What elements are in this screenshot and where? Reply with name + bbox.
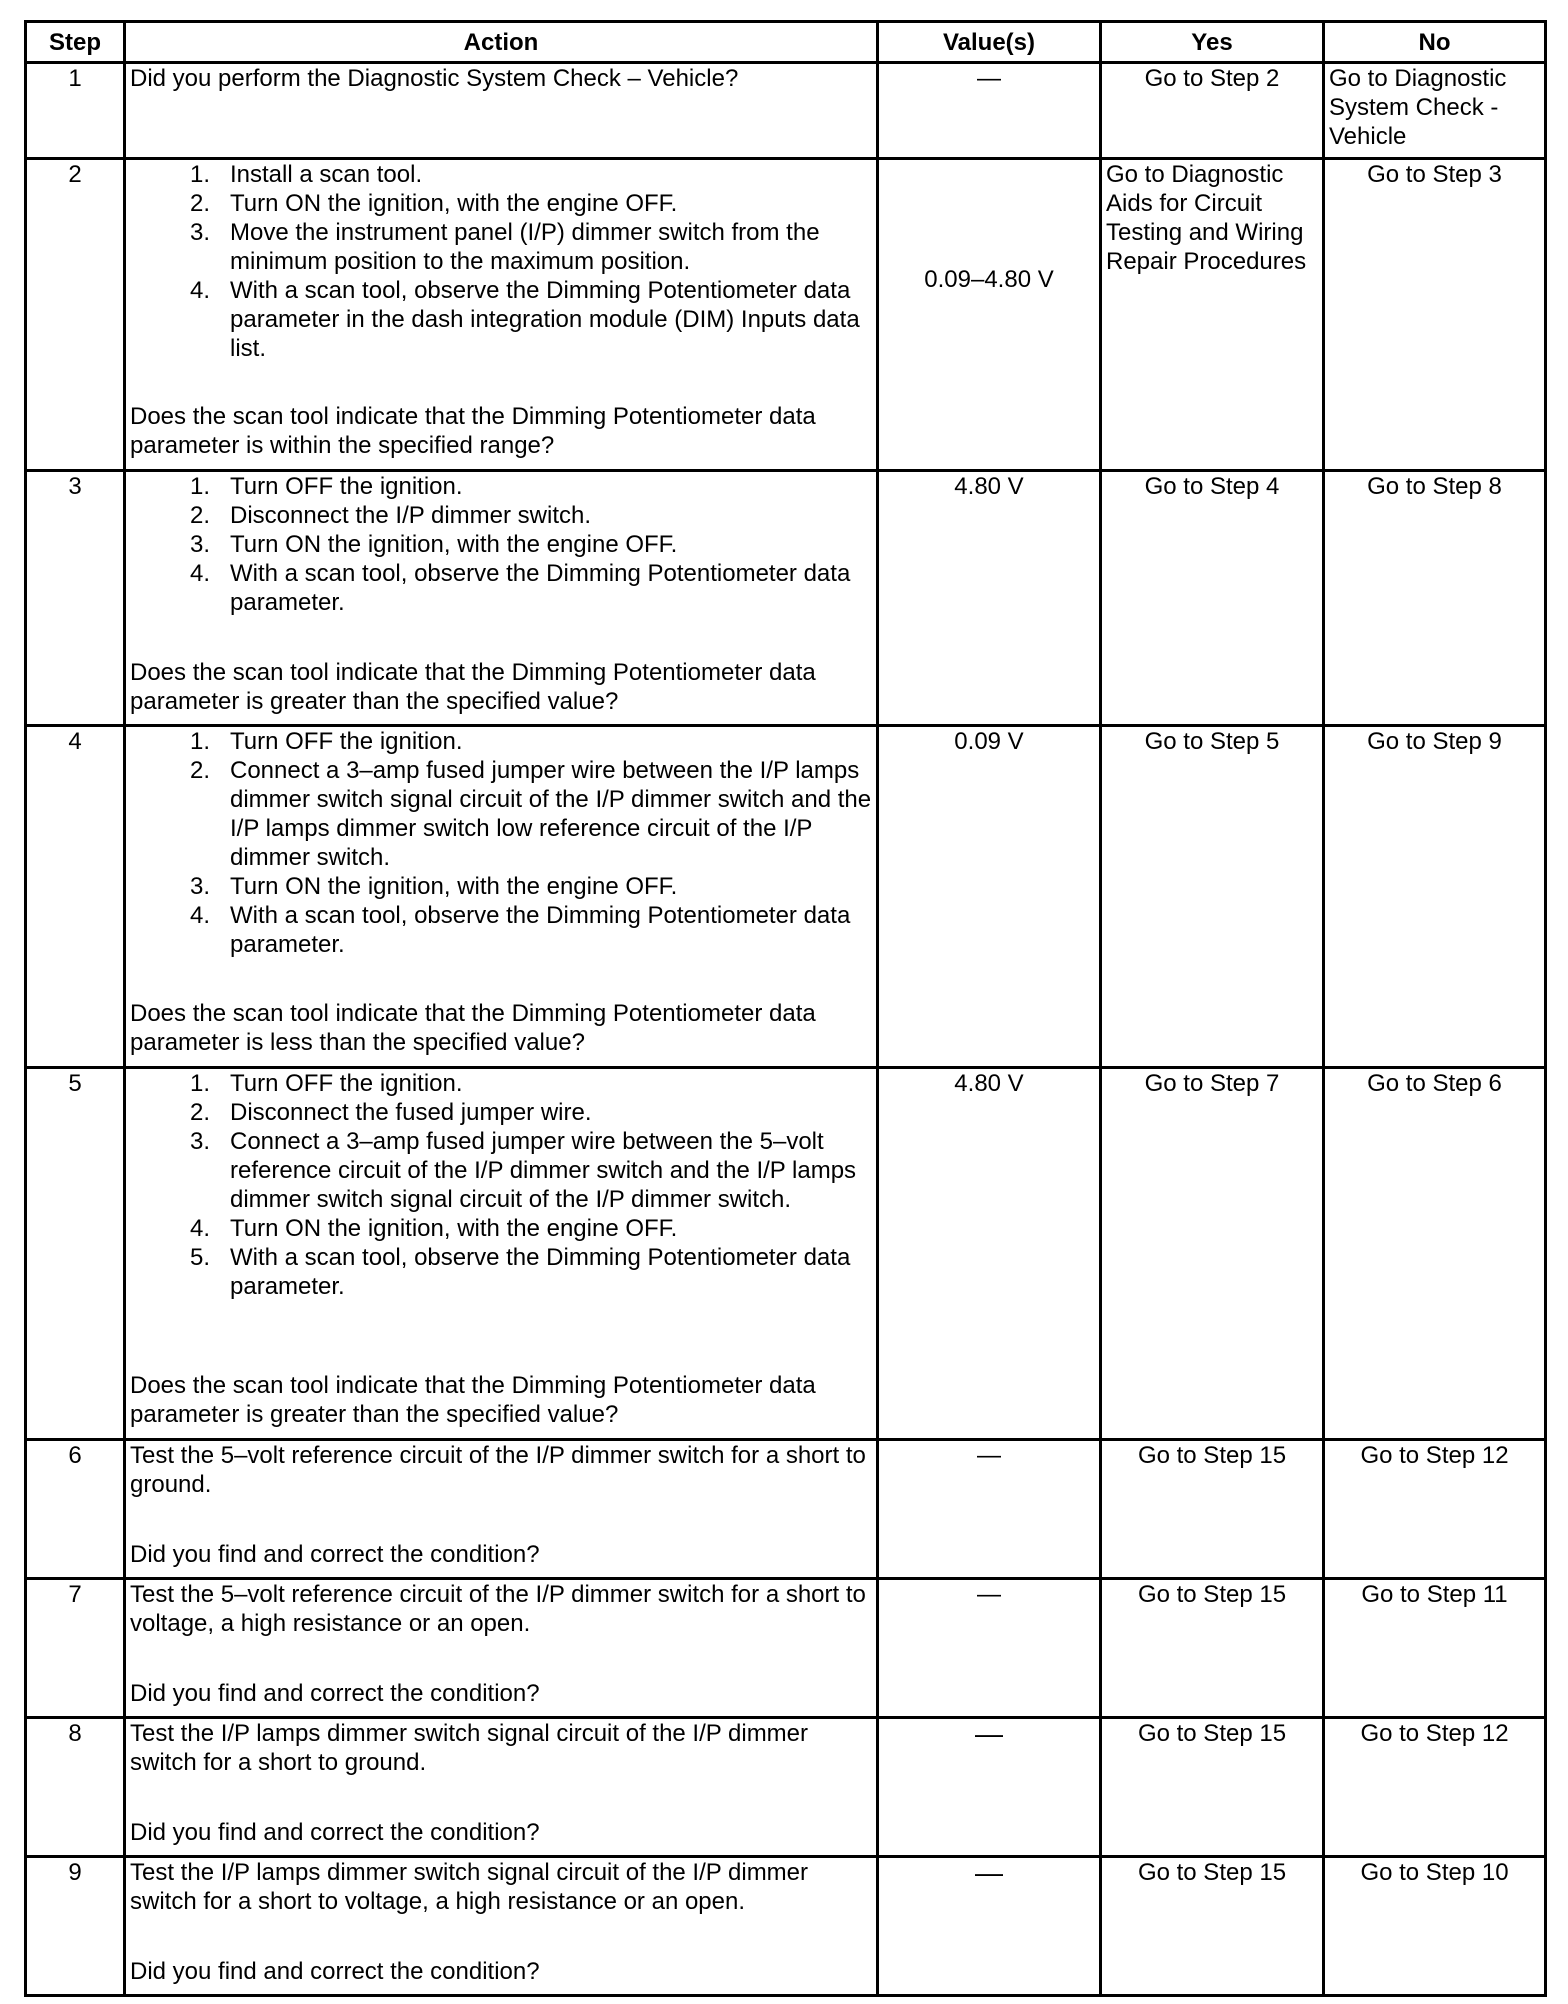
yes-cell: Go to Step 7 [1101,1068,1324,1440]
step-number: 3 [26,471,125,726]
step-number: 7 [26,1579,125,1718]
step-number: 5 [26,1068,125,1440]
value-cell [878,159,1101,471]
no-cell: Go to Step 12 [1324,1440,1546,1579]
value-text: 4.80 V [954,473,1024,500]
table-row [26,1068,1546,1440]
substep-list [130,727,872,959]
action-cell [125,1068,878,1440]
question-text: Does the scan tool indicate that the Dimming Potentiometer data parameter is greater than the specified value? [130,1372,816,1428]
table-row [26,471,1546,726]
question-text: Does the scan tool indicate that the Dimming Potentiometer data parameter is greater than the specified value? [130,659,816,715]
question-text: Did you find and correct the condition? [130,1958,540,1985]
table-row [26,1579,1546,1718]
substep: 2. Disconnect the fused jumper wire. [230,1098,872,1127]
action-cell [125,471,878,726]
substep: 2. Disconnect the I/P dimmer switch. [230,501,872,530]
substep: 2. Turn ON the ignition, with the engine OFF. [230,189,872,218]
yes-cell: Go to Diagnostic Aids for Circuit Testing and Wiring Repair Procedures [1101,159,1324,471]
step-number: 8 [26,1718,125,1857]
yes-cell: Go to Step 15 [1101,1579,1324,1718]
value-cell [878,471,1101,726]
substep: 3. Turn ON the ignition, with the engine OFF. [230,872,872,901]
action-cell [125,63,878,159]
value-cell [878,1068,1101,1440]
substep: 1. Turn OFF the ignition. [230,1069,872,1098]
value-text: — [977,65,1001,92]
question-text: Does the scan tool indicate that the Dimming Potentiometer data parameter is within the specified range? [130,403,816,459]
value-cell [878,1440,1101,1579]
yes-cell: Go to Step 15 [1101,1440,1324,1579]
table-row [26,1718,1546,1857]
substep: 2. Connect a 3–amp fused jumper wire between the I/P lamps dimmer switch signal circuit of the I/P dimmer switch and the I/P lamps dimmer switch low reference circuit of the I/P dimmer switch. [230,756,872,872]
no-cell: Go to Step 10 [1324,1857,1546,1996]
action-cell [125,1579,878,1718]
action-cell [125,1857,878,1996]
substep: 4. With a scan tool, observe the Dimming Potentiometer data parameter. [230,559,872,617]
action-cell [125,726,878,1068]
substep: 4. With a scan tool, observe the Dimming Potentiometer data parameter. [230,901,872,959]
table-row [26,159,1546,471]
yes-cell: Go to Step 5 [1101,726,1324,1068]
header-action: Action [125,22,878,63]
action-text: Did you perform the Diagnostic System Check – Vehicle? [130,65,739,92]
substep: 4. Turn ON the ignition, with the engine OFF. [230,1214,872,1243]
yes-cell: Go to Step 4 [1101,471,1324,726]
table-row [26,63,1546,159]
value-text: — [977,1442,1001,1469]
substep-list [130,1069,872,1301]
action-cell [125,159,878,471]
value-cell [878,1718,1101,1857]
no-cell: Go to Step 9 [1324,726,1546,1068]
substep: 3. Move the instrument panel (I/P) dimmer switch from the minimum position to the maximum position. [230,218,872,276]
value-cell [878,63,1101,159]
header-no: No [1324,22,1546,63]
question-text: Did you find and correct the condition? [130,1680,540,1707]
value-text: — [977,1581,1001,1608]
value-text: — [975,1857,1003,1888]
table-row [26,1440,1546,1579]
no-cell: Go to Step 8 [1324,471,1546,726]
step-number: 1 [26,63,125,159]
value-text: 0.09 V [954,728,1024,755]
no-cell: Go to Diagnostic System Check - Vehicle [1324,63,1546,159]
value-text: 0.09–4.80 V [924,266,1054,293]
no-cell: Go to Step 12 [1324,1718,1546,1857]
question-text: Does the scan tool indicate that the Dimming Potentiometer data parameter is less than the specified value? [130,1000,816,1056]
yes-cell: Go to Step 2 [1101,63,1324,159]
yes-cell: Go to Step 15 [1101,1857,1324,1996]
yes-cell: Go to Step 15 [1101,1718,1324,1857]
value-text: — [975,1718,1003,1749]
step-number: 6 [26,1440,125,1579]
substep: 1. Turn OFF the ignition. [230,472,872,501]
step-number: 2 [26,159,125,471]
action-text: Test the I/P lamps dimmer switch signal circuit of the I/P dimmer switch for a short to voltage, a high resistance or an open. [130,1859,809,1915]
action-text: Test the 5–volt reference circuit of the I/P dimmer switch for a short to voltage, a high resistance or an open. [130,1581,866,1637]
step-number: 4 [26,726,125,1068]
substep-list [130,160,872,363]
action-text: Test the 5–volt reference circuit of the I/P dimmer switch for a short to ground. [130,1442,866,1498]
substep: 5. With a scan tool, observe the Dimming Potentiometer data parameter. [230,1243,872,1301]
question-text: Did you find and correct the condition? [130,1819,540,1846]
header-yes: Yes [1101,22,1324,63]
substep: 3. Connect a 3–amp fused jumper wire between the 5–volt reference circuit of the I/P dimmer switch and the I/P lamps dimmer switch signal circuit of the I/P dimmer switch. [230,1127,872,1214]
header-row [26,22,1546,63]
action-cell [125,1718,878,1857]
substep: 3. Turn ON the ignition, with the engine OFF. [230,530,872,559]
action-cell [125,1440,878,1579]
no-cell: Go to Step 11 [1324,1579,1546,1718]
table-row [26,1857,1546,1996]
table-row [26,726,1546,1068]
substep: 1. Turn OFF the ignition. [230,727,872,756]
substep-list [130,472,872,617]
value-cell [878,1857,1101,1996]
no-cell: Go to Step 3 [1324,159,1546,471]
header-values: Value(s) [878,22,1101,63]
substep: 4. With a scan tool, observe the Dimming Potentiometer data parameter in the dash integration module (DIM) Inputs data list. [230,276,872,363]
value-text: 4.80 V [954,1070,1024,1097]
question-text: Did you find and correct the condition? [130,1541,540,1568]
no-cell: Go to Step 6 [1324,1068,1546,1440]
substep: 1. Install a scan tool. [230,160,872,189]
value-cell [878,1579,1101,1718]
diagnostic-table [24,20,1547,1997]
action-text: Test the I/P lamps dimmer switch signal circuit of the I/P dimmer switch for a short to ground. [130,1720,809,1776]
value-cell [878,726,1101,1068]
step-number: 9 [26,1857,125,1996]
header-step: Step [26,22,125,63]
